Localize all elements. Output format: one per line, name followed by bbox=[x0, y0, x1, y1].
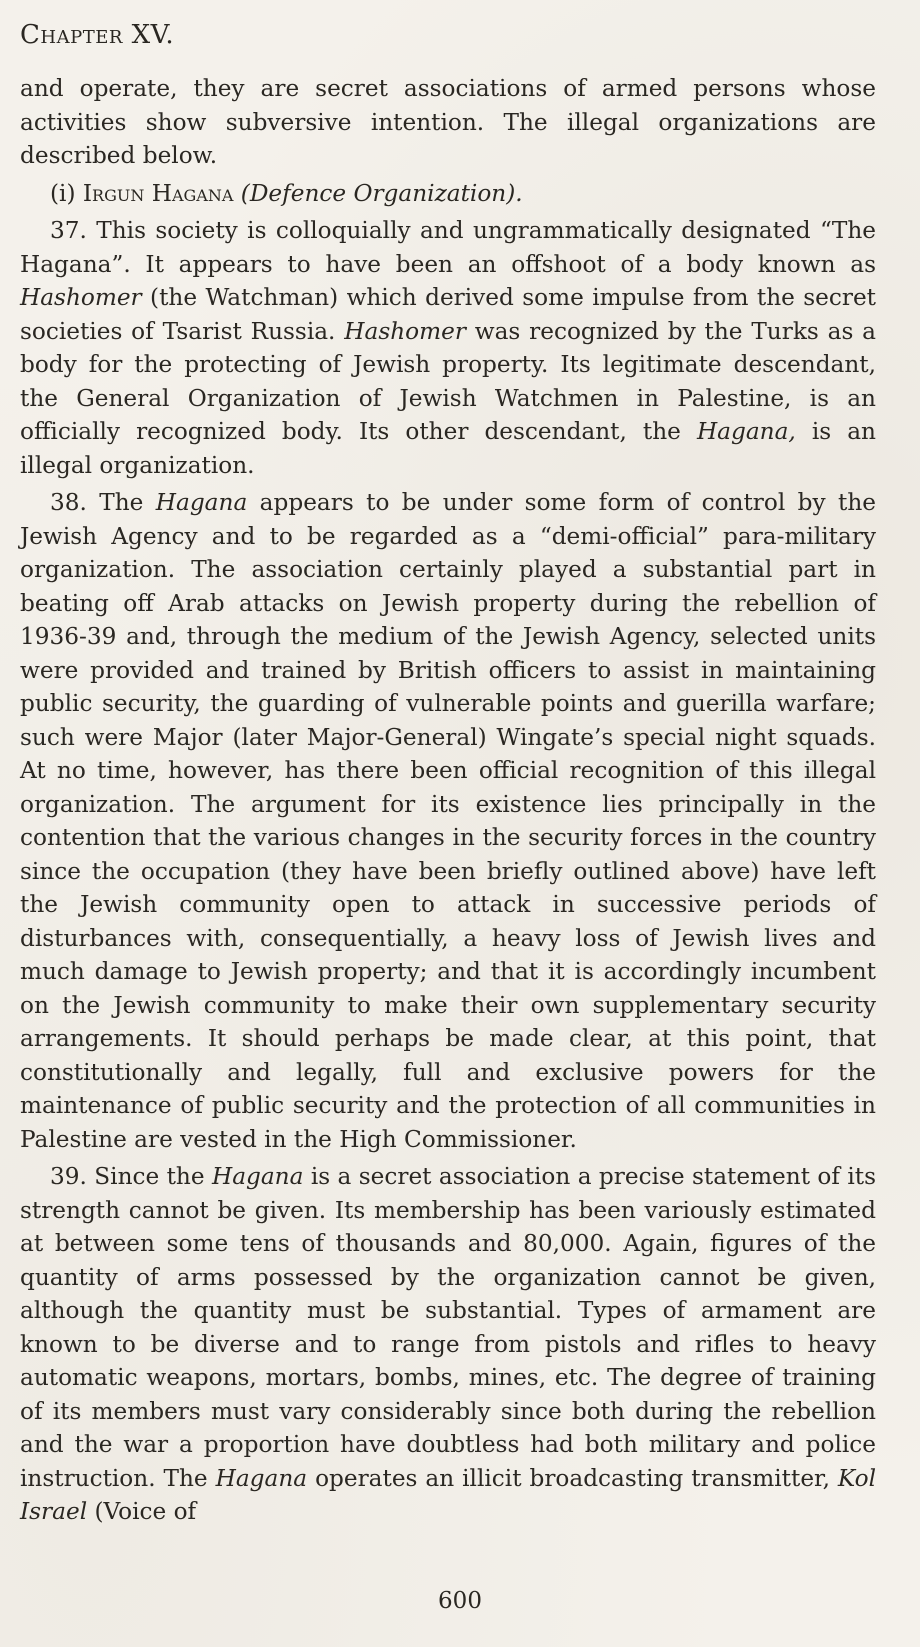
paragraph-37-text-3: was recognized by the Turks as a body for the protecting of Jewish property. Its legitimate descendant, the General Organization of Jewish Watchmen in Palestine, is an officially recognized body. Its other descendant, the bbox=[20, 317, 877, 445]
paragraph-37-italic-3: Hagana, bbox=[696, 418, 796, 445]
paragraph-39-italic-1: Hagana bbox=[211, 1163, 304, 1190]
body-text bbox=[20, 72, 876, 1529]
paragraph-37-text-2: (the Watchman) which derived some impulse from the secret societies of Tsarist Russia. bbox=[20, 284, 876, 345]
paragraph-38 bbox=[20, 486, 876, 1156]
page-number: 600 bbox=[438, 1588, 482, 1614]
paragraph-39-italic-2: Hagana bbox=[215, 1464, 308, 1492]
section-heading-irgun-hagana bbox=[20, 177, 876, 211]
paragraph-38-text-1: 38. The bbox=[50, 489, 156, 516]
paragraph-37-text-4: is an illegal organization. bbox=[20, 418, 876, 479]
paragraph-39-text-1: 39. Since the bbox=[50, 1163, 212, 1190]
paragraph-37-text-1: 37. This society is colloquially and ungrammatically designated “The Hagana”. It appears to have been an offshoot of a body known as bbox=[20, 217, 876, 278]
paragraph-39-text-3: operates an illicit broadcasting transmitter, bbox=[307, 1464, 838, 1492]
paragraph-37 bbox=[20, 214, 876, 482]
section-heading-name: Irgun Hagana bbox=[82, 179, 234, 207]
paragraph-38-italic-1: Hagana bbox=[155, 489, 248, 516]
paragraph-39-text-4: (Voice of bbox=[87, 1498, 197, 1525]
paragraph-continuation: and operate, they are secret associations of armed persons whose activities show subversive intention. The illegal organizations are described below. bbox=[20, 75, 876, 169]
paragraph-39-text-2: is a secret association a precise statement of its strength cannot be given. Its membership has been variously estimated at between some tens of thousands and 80,000. Again, figures of the quantity of arms possessed by the organization cannot be given, although the quantity must be substantial. Types of armament are known to be diverse and to range from pistols and rifles to heavy automatic weapons, mortars, bombs, mines, etc. The degree of training of its members must vary considerably since both during the rebellion and the war a proportion have doubtless had both military and police instruction. The bbox=[20, 1163, 876, 1492]
section-heading-translation: (Defence Organization). bbox=[240, 179, 523, 207]
paragraph-38-text-2: appears to be under some form of control by the Jewish Agency and to be regarded as a “demi-official” para-military organization. The association certainly played a substantial part in beating off Arab attacks on Jewish property during the rebellion of 1936-39 and, through the medium of the Jewish Agency, selected units were provided and trained by British officers to assist in maintaining public security, the guarding of vulnerable points and guerilla warfare; such were Major (later Major-General) Wingate’s special night squads. At no time, however, has there been official recognition of this illegal organization. The argument for its existence lies principally in the contention that the various changes in the security forces in the country since the occupation (they have been briefly outlined above) have left the Jewish community open to attack in successive periods of disturbances with, consequentially, a heavy loss of Jewish lives and much damage to Jewish property; and that it is accordingly incumbent on the Jewish community to make their own supplementary security arrangements. It should perhaps be made clear, at this point, that constitutionally and legally, full and exclusive powers for the maintenance of public security and the protection of all communities in Palestine are vested in the High Commissioner. bbox=[20, 489, 876, 1153]
paragraph-39 bbox=[20, 1160, 876, 1529]
paragraph-39-italic-3: Kol Israel bbox=[20, 1464, 876, 1525]
paragraph-37-italic-2: Hashomer bbox=[344, 317, 466, 345]
section-heading-number: (i) bbox=[50, 179, 76, 207]
paragraph-37-italic-1: Hashomer bbox=[20, 284, 142, 311]
chapter-header: Chapter XV. bbox=[20, 20, 175, 50]
